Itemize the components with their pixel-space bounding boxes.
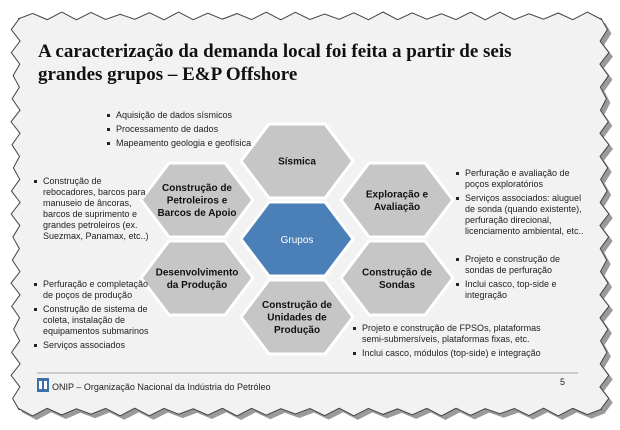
bullet-item: Perfuração e avaliação de poços exploratórios (455, 168, 590, 190)
bullet-item: Construção de rebocadores, barcos para manuseio de âncoras, barcos de suprimento e grandes petroleiros (ex. Suezmax, Panamax, etc..) (33, 176, 151, 242)
hexagon-label: Unidades de (267, 312, 327, 324)
hexagon-label: Construção de (161, 183, 233, 194)
bullets-petroleiros (33, 176, 151, 245)
hexagon-label: Sondas (378, 279, 416, 291)
bullet-item: Serviços associados (33, 340, 151, 351)
footer-text: ONIP – Organização Nacional da Indústria do Petróleo (52, 382, 271, 392)
hexagon-label: Construção de (361, 267, 433, 279)
bullet-item: Inclui casco, módulos (top-side) e integração (352, 348, 552, 359)
hexagon-label: Produção (273, 325, 321, 336)
bullet-item: Processamento de dados (106, 124, 256, 135)
hexagon-petroleiros (141, 163, 253, 237)
bullets-sismica (106, 110, 256, 152)
hexagon-label: da Produção (166, 279, 228, 291)
bullet-item: Mapeamento geologia e geofísica (106, 138, 256, 149)
hexagon-unidades (241, 280, 353, 354)
bullet-item: Serviços associados: aluguel de sonda (quando existente), perfuração direcional, licenciamento ambiental, etc.. (455, 193, 590, 237)
hexagon-label: Grupos (280, 235, 314, 246)
bullets-unidades (352, 323, 552, 362)
bullet-item: Aquisição de dados sísmicos (106, 110, 256, 121)
hexagon-label: Avaliação (373, 201, 421, 213)
bullet-item: Projeto e construção de sondas de perfuração (455, 254, 590, 276)
hexagon-label: Petroleiros e (166, 195, 228, 207)
hexagon-label: Barcos de Apoio (157, 208, 237, 219)
bullets-exploracao (455, 168, 590, 240)
slide-title: A caracterização da demanda local foi feita a partir de seis grandes grupos – E&P Offshore (38, 41, 512, 85)
bullets-sondas (455, 254, 590, 304)
hexagon-desenvolvimento (141, 241, 253, 315)
hexagon-center (241, 202, 353, 276)
hexagon-label: Sísmica (278, 156, 316, 168)
hexagon-sismica (241, 124, 353, 198)
page-number: 5 (560, 377, 566, 387)
bullet-item: Inclui casco, top-side e integração (455, 279, 590, 301)
bullets-desenvolvimento (33, 279, 151, 354)
bullet-item: Construção de sistema de coleta, instalação de equipamentos submarinos (33, 304, 151, 337)
bullet-item: Perfuração e completação de poços de produção (33, 279, 151, 301)
onip-logo-icon (37, 378, 49, 392)
hexagon-label: Exploração e (365, 189, 429, 201)
hexagon-label: Desenvolvimento (155, 267, 239, 279)
hexagon-exploracao (341, 163, 453, 237)
bullet-item: Projeto e construção de FPSOs, plataformas semi-submersíveis, plataformas fixas, etc. (352, 323, 552, 345)
hexagon-label: Construção de (261, 300, 333, 311)
hexagon-sondas (341, 241, 453, 315)
